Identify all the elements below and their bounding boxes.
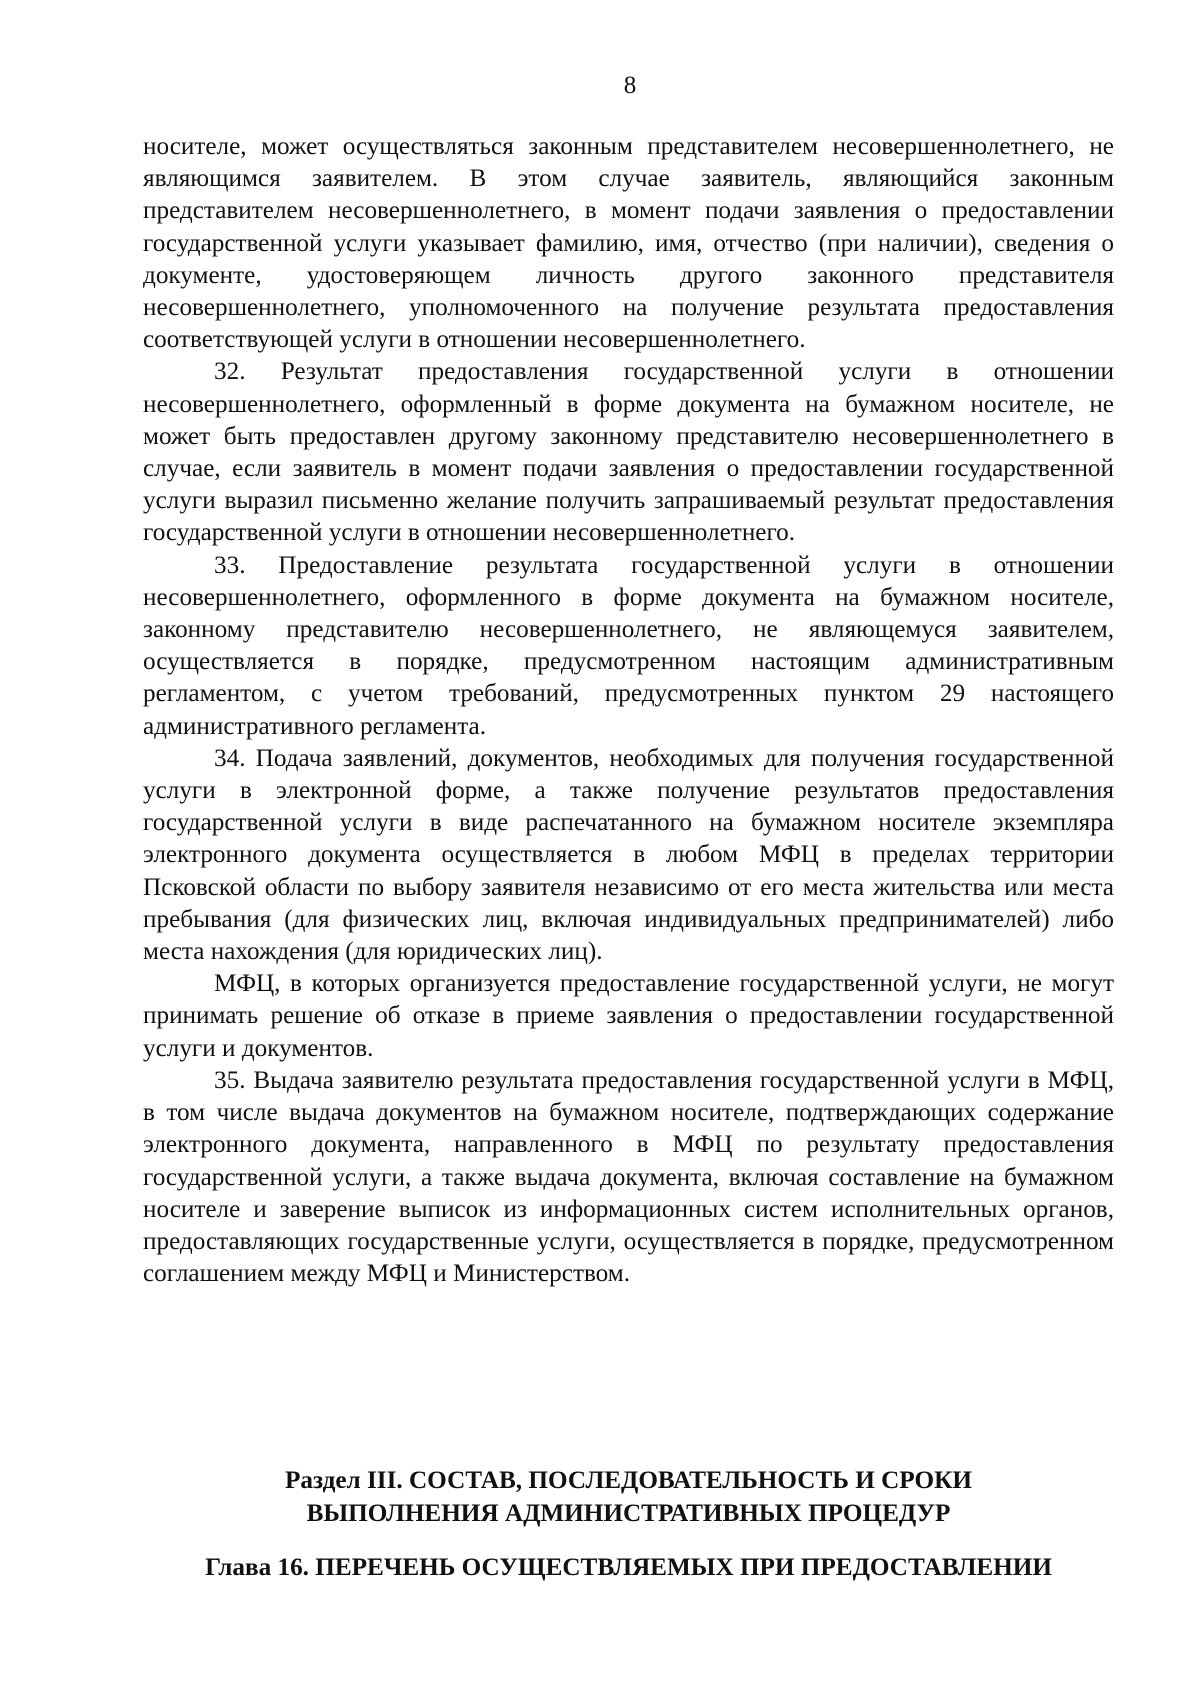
paragraph-33: 33. Предоставление результата государственной услуги в отношении несовершеннолетнего, оформленного в форме документа на бумажном носителе, законному представителю несовершеннолетнего, не являющемуся заявителем, осуществляется в порядке, предусмотренном настоящим административным регламентом, с учетом требований, предусмотренных пунктом 29 настоящего административного регламента. [143,551,1114,740]
paragraph-mfc: МФЦ, в которых организуется предоставление государственной услуги, не могут принимать решение об отказе в приеме заявления о предоставлении государственной услуги и документов. [143,970,1114,1062]
section-heading [143,1465,1114,1530]
page-number: 8 [623,72,637,99]
section-heading-line-2: ВЫПОЛНЕНИЯ АДМИНИСТРАТИВНЫХ ПРОЦЕДУР [306,1499,951,1527]
paragraph-continuation: носителе, может осуществляться законным представителем несовершеннолетнего, не являющимся заявителем. В этом случае заявитель, являющийся законным представителем несовершеннолетнего, в момент подачи заявления о предоставлении государственной услуги указывает фамилию, имя, отчество (при наличии), сведения о документе, удостоверяющем личность другого законного представителя несовершеннолетнего, уполномоченного на получение результата предоставления соответствующей услуги в отношении несовершеннолетнего. [143,133,1114,354]
chapter-heading [143,1552,1114,1585]
section-heading-line-1: Раздел III. СОСТАВ, ПОСЛЕДОВАТЕЛЬНОСТЬ И СРОКИ [284,1467,972,1494]
document-body [143,131,1114,1290]
paragraph-35: 35. Выдача заявителю результата предоставления государственной услуги в МФЦ, в том числе выдача документов на бумажном носителе, подтверждающих содержание электронного документа, направленного в МФЦ по результату предоставления государственной услуги, а также выдача документа, включая составление на бумажном носителе и заверение выписок из информационных систем исполнительных органов, предоставляющих государственные услуги, осуществляется в порядке, предусмотренном соглашением между МФЦ и Министерством. [143,1066,1114,1288]
paragraph-34: 34. Подача заявлений, документов, необходимых для получения государственной услуги в электронной форме, а также получение результатов предоставления государственной услуги в виде распечатанного на бумажном носителе экземпляра электронного документа осуществляется в любом МФЦ в пределах территории Псковской области по выбору заявителя независимо от его места жительства или места пребывания (для физических лиц, включая индивидуальных предпринимателей) либо места нахождения (для юридических лиц). [143,744,1114,966]
chapter-heading-line-1: Глава 16. ПЕРЕЧЕНЬ ОСУЩЕСТВЛЯЕМЫХ ПРИ ПРЕДОСТАВЛЕНИИ [205,1554,1052,1581]
paragraph-32: 32. Результат предоставления государственной услуги в отношении несовершеннолетнего, оформленный в форме документа на бумажном носителе, не может быть предоставлен другому законному представителю несовершеннолетнего в случае, если заявитель в момент подачи заявления о предоставлении государственной услуги выразил письменно желание получить запрашиваемый результат предоставления государственной услуги в отношении несовершеннолетнего. [143,358,1114,547]
